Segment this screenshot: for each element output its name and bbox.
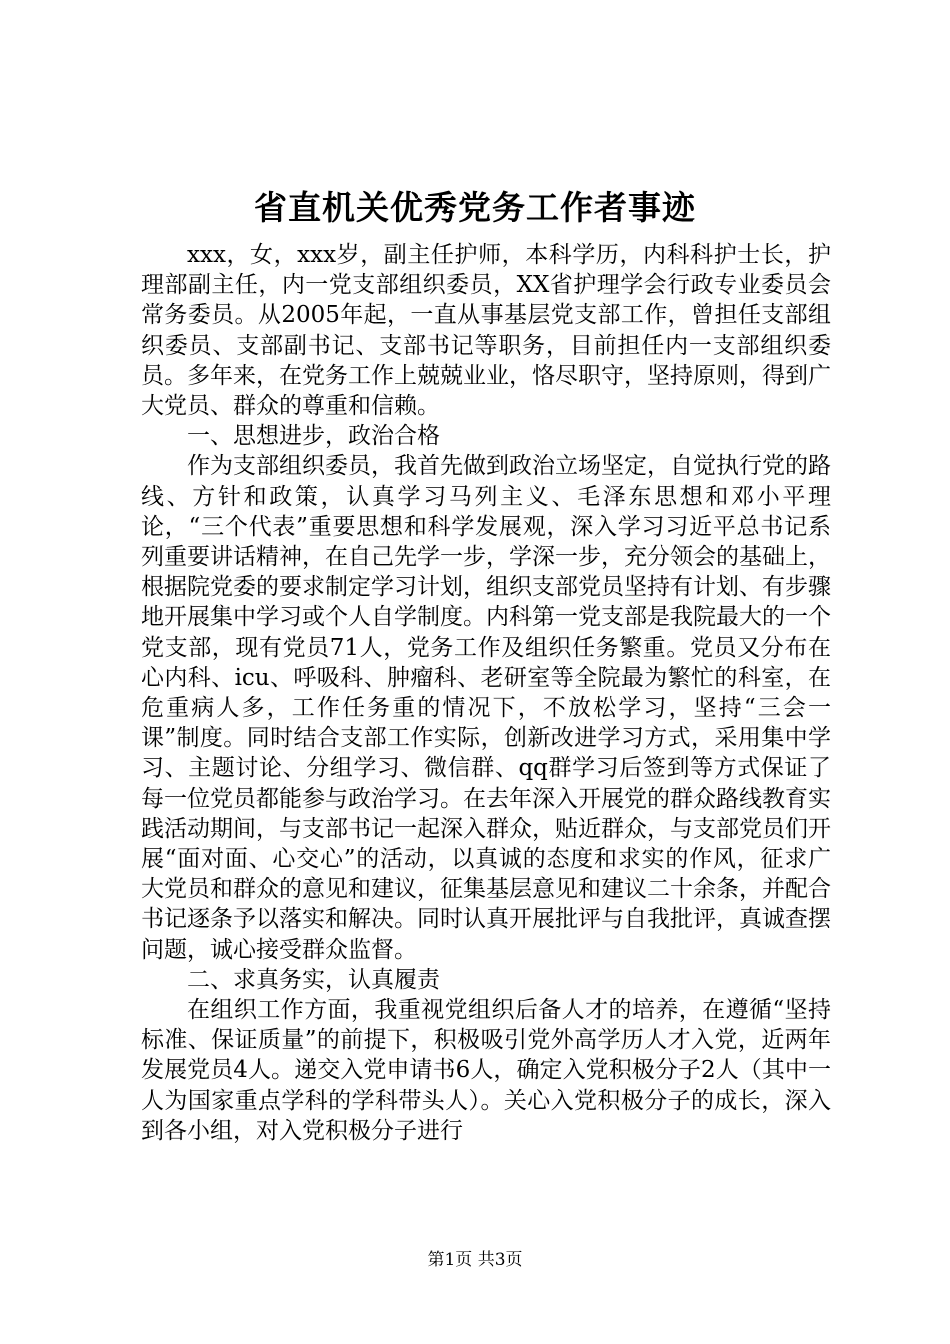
intro-paragraph: xxx，女，xxx岁，副主任护师，本科学历，内科科护士长，护理部副主任，内一党支部组织委员，XX省护理学会行政专业委员会常务委员。从2005年起，一直从事基层党支部工作，曾担任支部组织委员、支部副书记、支部书记等职务，目前担任内一支部组织委员。多年来，在党务工作上兢兢业业，恪尽职守，坚持原则，得到广大党员、群众的尊重和信赖。 (141, 242, 831, 420)
section-2-paragraph: 在组织工作方面，我重视党组织后备人才的培养，在遵循“坚持标准、保证质量”的前提下，积极吸引党外高学历人才入党，近两年发展党员4人。递交入党申请书6人，确定入党积极分子2人（其中一人为国家重点学科的学科带头人）。关心入党积极分子的成长，深入到各小组，对入党积极分子进行 (141, 997, 831, 1144)
section-1-paragraph: 作为支部组织委员，我首先做到政治立场坚定，自觉执行党的路线、方针和政策，认真学习马列主义、毛泽东思想和邓小平理论，“三个代表”重要思想和科学发展观，深入学习习近平总书记系列重要讲话精神，在自己先学一步，学深一步，充分领会的基础上，根据院党委的要求制定学习计划，组织支部党员坚持有计划、有步骤地开展集中学习或个人自学制度。内科第一党支部是我院最大的一个党支部，现有党员71人，党务工作及组织任务繁重。党员又分布在心内科、icu、呼吸科、肿瘤科、老研室等全院最为繁忙的科室，在危重病人多，工作任务重的情况下，不放松学习，坚持“三会一课”制度。同时结合支部工作实际，创新改进学习方式，采用集中学习、主题讨论、分组学习、微信群、qq群学习后签到等方式保证了每一位党员都能参与政治学习。在去年深入开展党的群众路线教育实践活动期间，与支部书记一起深入群众，贴近群众，与支部党员们开展“面对面、心交心”的活动，以真诚的态度和求实的作风，征求广大党员和群众的意见和建议，征集基层意见和建议二十余条，并配合书记逐条予以落实和解决。同时认真开展批评与自我批评，真诚查摆问题，诚心接受群众监督。 (141, 453, 831, 963)
document-body (141, 240, 831, 1146)
page-title: 省直机关优秀党务工作者事迹 (254, 188, 696, 227)
section-heading-1: 一、思想进步，政治合格 (187, 423, 440, 450)
section-heading-2: 二、求真务实，认真履责 (187, 966, 440, 993)
page-footer: 第1页 共3页 (427, 1250, 523, 1270)
